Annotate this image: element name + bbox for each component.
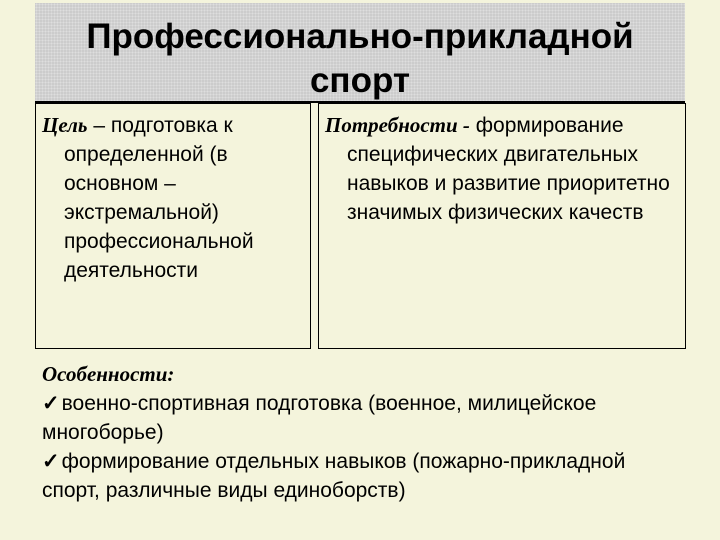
goal-term: Цель xyxy=(42,113,88,137)
needs-box xyxy=(318,103,686,349)
needs-paragraph xyxy=(325,111,679,227)
features-item-text: военно-спортивная подготовка (военное, милицейское многоборье) xyxy=(42,392,597,444)
needs-text: формирование специфических двигательных навыков и развитие приоритетно значимых физических качеств xyxy=(347,114,670,224)
needs-term: Потребности - xyxy=(325,113,470,137)
slide-title-line1: Профессионально-прикладной xyxy=(86,17,634,56)
slide-title xyxy=(35,3,685,103)
features-item xyxy=(42,447,682,505)
features-item xyxy=(42,389,682,447)
goal-paragraph xyxy=(42,111,304,285)
checkmark-icon: ✓ xyxy=(42,450,60,473)
features-item-text: формирование отдельных навыков (пожарно-прикладной спорт, различные виды единоборств) xyxy=(42,450,626,502)
goal-text: – подготовка к определенной (в основном – экстремальной) профессиональной деятельности xyxy=(64,114,254,282)
features-section xyxy=(42,360,682,505)
goal-box xyxy=(35,103,311,349)
features-heading: Особенности: xyxy=(42,362,175,386)
slide-title-line2: спорт xyxy=(309,61,411,100)
checkmark-icon: ✓ xyxy=(42,392,60,415)
